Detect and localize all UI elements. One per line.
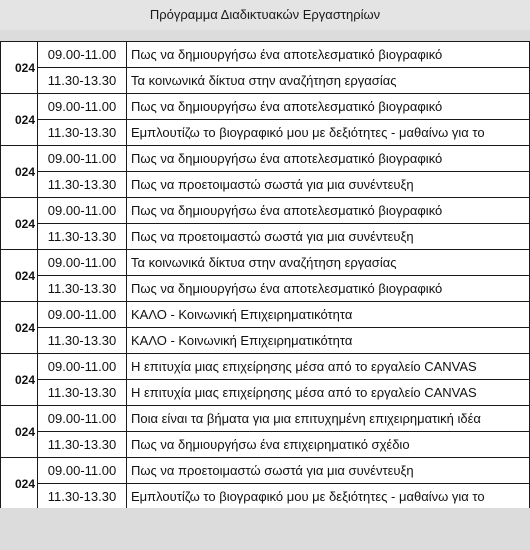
topic-cell: Πως να δημιουργήσω ένα αποτελεσματικό βιογραφικό	[127, 146, 530, 172]
date-cell: 024	[1, 146, 38, 198]
date-cell: 024	[1, 406, 38, 458]
schedule-row	[1, 354, 530, 380]
schedule-row	[1, 406, 530, 432]
time-cell: 09.00-11.00	[38, 354, 127, 380]
date-cell: 024	[1, 94, 38, 146]
date-cell: 024	[1, 354, 38, 406]
time-cell: 09.00-11.00	[38, 458, 127, 484]
time-cell: 11.30-13.30	[38, 68, 127, 94]
time-cell: 09.00-11.00	[38, 406, 127, 432]
topic-cell: Τα κοινωνικά δίκτυα στην αναζήτηση εργασίας	[127, 68, 530, 94]
date-cell: 024	[1, 458, 38, 510]
topic-cell: ΚΑΛΟ - Κοινωνική Επιχειρηματικότητα	[127, 328, 530, 354]
time-cell: 11.30-13.30	[38, 120, 127, 146]
schedule-row	[1, 68, 530, 94]
topic-cell: Η επιτυχία μιας επιχείρησης μέσα από το εργαλείο CANVAS	[127, 380, 530, 406]
topic-cell: Πως να προετοιμαστώ σωστά για μια συνέντευξη	[127, 172, 530, 198]
topic-cell: Πως να δημιουργήσω ένα αποτελεσματικό βιογραφικό	[127, 198, 530, 224]
schedule-row	[1, 276, 530, 302]
time-cell: 11.30-13.30	[38, 172, 127, 198]
time-cell: 09.00-11.00	[38, 302, 127, 328]
time-cell: 11.30-13.30	[38, 328, 127, 354]
schedule-body	[1, 42, 530, 510]
time-cell: 09.00-11.00	[38, 146, 127, 172]
topic-cell: Εμπλουτίζω το βιογραφικό μου με δεξιότητες - μαθαίνω για το	[127, 120, 530, 146]
schedule-row	[1, 94, 530, 120]
schedule-row	[1, 42, 530, 68]
schedule-row	[1, 484, 530, 510]
time-cell: 09.00-11.00	[38, 42, 127, 68]
time-cell: 11.30-13.30	[38, 432, 127, 458]
topic-cell: Πως να δημιουργήσω ένα αποτελεσματικό βιογραφικό	[127, 276, 530, 302]
topic-cell: Πως να προετοιμαστώ σωστά για μια συνέντευξη	[127, 224, 530, 250]
topic-cell: Τα κοινωνικά δίκτυα στην αναζήτηση εργασίας	[127, 250, 530, 276]
schedule-row	[1, 120, 530, 146]
page-background	[0, 508, 530, 550]
time-cell: 09.00-11.00	[38, 198, 127, 224]
date-cell: 024	[1, 250, 38, 302]
topic-cell: Ποια είναι τα βήματα για μια επιτυχημένη επιχειρηματική ιδέα	[127, 406, 530, 432]
schedule-row	[1, 458, 530, 484]
topic-cell: Εμπλουτίζω το βιογραφικό μου με δεξιότητες - μαθαίνω για το	[127, 484, 530, 510]
date-cell: 024	[1, 302, 38, 354]
schedule-row	[1, 198, 530, 224]
schedule-row	[1, 172, 530, 198]
topic-cell: Πως να δημιουργήσω ένα αποτελεσματικό βιογραφικό	[127, 42, 530, 68]
schedule-row	[1, 380, 530, 406]
time-cell: 11.30-13.30	[38, 484, 127, 510]
schedule-row	[1, 432, 530, 458]
time-cell: 11.30-13.30	[38, 224, 127, 250]
schedule-row	[1, 224, 530, 250]
topic-cell: Πως να προετοιμαστώ σωστά για μια συνέντευξη	[127, 458, 530, 484]
topic-cell: Πως να δημιουργήσω ένα επιχειρηματικό σχέδιο	[127, 432, 530, 458]
topic-cell: Πως να δημιουργήσω ένα αποτελεσματικό βιογραφικό	[127, 94, 530, 120]
schedule-row	[1, 328, 530, 354]
time-cell: 09.00-11.00	[38, 250, 127, 276]
schedule-row	[1, 250, 530, 276]
page-title: Πρόγραμμα Διαδικτυακών Εργαστηρίων	[0, 0, 530, 30]
date-cell: 024	[1, 42, 38, 94]
date-cell: 024	[1, 198, 38, 250]
time-cell: 09.00-11.00	[38, 94, 127, 120]
topic-cell: ΚΑΛΟ - Κοινωνική Επιχειρηματικότητα	[127, 302, 530, 328]
workshop-schedule-table	[0, 41, 530, 510]
schedule-row	[1, 302, 530, 328]
time-cell: 11.30-13.30	[38, 276, 127, 302]
topic-cell: Η επιτυχία μιας επιχείρησης μέσα από το εργαλείο CANVAS	[127, 354, 530, 380]
schedule-row	[1, 146, 530, 172]
time-cell: 11.30-13.30	[38, 380, 127, 406]
